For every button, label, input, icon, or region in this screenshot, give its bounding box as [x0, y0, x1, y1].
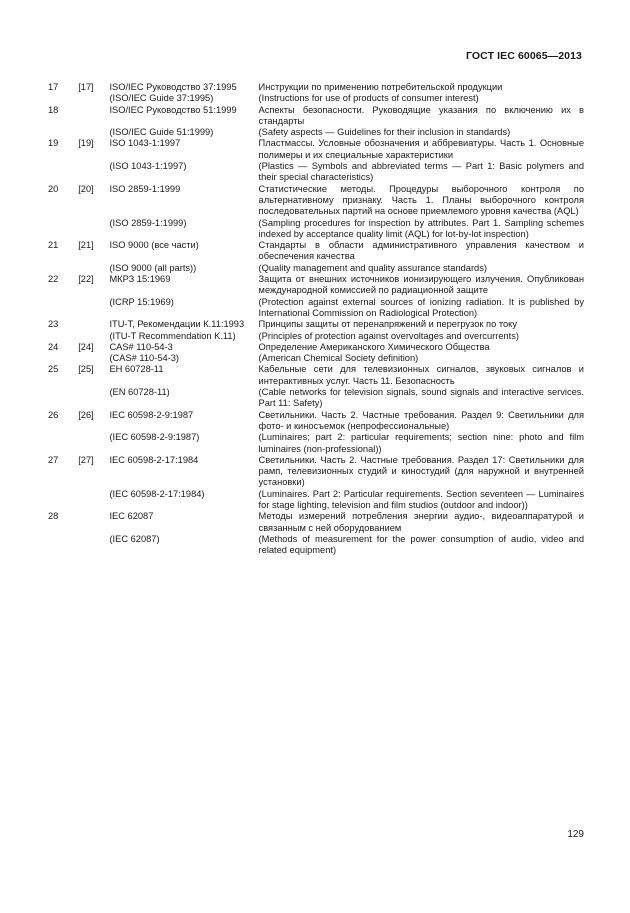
reference-row-translation [48, 534, 584, 557]
reference-row [48, 105, 584, 128]
reference-designation: (ISO 2859-1:1999) [109, 217, 187, 228]
reference-number: 24 [48, 341, 59, 352]
reference-number: 28 [48, 511, 59, 522]
bibliography-index [78, 353, 109, 364]
reference-title: Кабельные сети для телевизионных сигналов, звуковых сигналов и интерактивных услуг. Часть 11. Безопасность [258, 364, 584, 386]
reference-designation: (ITU-T Recommendation K.11) [109, 330, 236, 341]
reference-row-translation [48, 297, 584, 320]
bibliography-index [78, 218, 109, 241]
reference-number [48, 489, 78, 512]
bibliography-index [78, 331, 109, 342]
reference-title: Стандарты в области административного управления качеством и обеспечения качества [258, 240, 584, 262]
reference-title: (Luminaires; part 2: particular requirements; section nine: photo and film luminaires (non-professional)) [258, 432, 584, 454]
reference-row [48, 511, 584, 534]
reference-designation: (EN 60728-11) [109, 387, 170, 398]
reference-designation: EH 60728-11 [109, 364, 164, 375]
bibliography-index: [25] [78, 364, 94, 375]
reference-number: 22 [48, 274, 59, 285]
bibliography-body [48, 82, 584, 556]
reference-title: (Quality management and quality assurance standards) [258, 262, 487, 273]
reference-number [48, 263, 78, 274]
bibliography-index [78, 297, 109, 320]
reference-row-translation [48, 263, 584, 274]
reference-title: Статистические методы. Процедуры выборочного контроля по альтернативному признаку. Часть 1. Планы выборочного контроля последовательных партий на основе приемлемого уровня качества (AQL) [258, 183, 584, 217]
reference-row-translation [48, 93, 584, 104]
reference-designation: IEC 60598-2-9:1987 [109, 409, 194, 420]
bibliography-index: [19] [78, 138, 94, 149]
reference-title: (Safety aspects — Guidelines for their inclusion in standards) [258, 127, 511, 138]
reference-row [48, 364, 584, 387]
reference-designation: (ICRP 15:1969) [109, 296, 174, 307]
reference-number [48, 93, 78, 104]
reference-row [48, 274, 584, 297]
reference-number: 25 [48, 364, 59, 375]
bibliography-index: [20] [78, 183, 94, 194]
bibliography-index [78, 127, 109, 138]
reference-number: 26 [48, 409, 59, 420]
reference-designation: (IEC 62087) [109, 533, 160, 544]
reference-row-translation [48, 161, 584, 184]
reference-title: (Protection against external sources of ionizing radiation. It is published by International Commission on Radiological Protection) [258, 296, 584, 318]
reference-number: 19 [48, 138, 59, 149]
reference-row-translation [48, 127, 584, 138]
reference-designation: (ISO 1043-1:1997) [109, 161, 187, 172]
reference-number: 18 [48, 104, 59, 115]
reference-title: Определение Американского Химического Общества [258, 341, 490, 352]
bibliography-index [78, 319, 109, 330]
reference-row-translation [48, 353, 584, 364]
reference-designation: ISO/IEC Руководство 51:1999 [109, 104, 237, 115]
reference-number [48, 218, 78, 241]
reference-row-translation [48, 489, 584, 512]
reference-title: Инструкции по применению потребительской продукции [258, 82, 503, 92]
reference-number: 27 [48, 454, 59, 465]
reference-row [48, 410, 584, 433]
reference-designation: (ISO 9000 (all parts)) [109, 262, 197, 273]
reference-title: Светильники. Часть 2. Частные требования. Раздел 9: Светильники для фото- и киносъемок (непрофессиональные) [258, 409, 584, 431]
reference-title: (Plastics — Symbols and abbreviated terms — Part 1: Basic polymers and their special characteristics) [258, 161, 584, 183]
bibliography-index [78, 387, 109, 410]
reference-title: (Principles of protection against overvoltages and overcurrents) [258, 330, 519, 341]
bibliography-index: [27] [78, 454, 94, 465]
reference-designation: CAS# 110-54-3 [109, 341, 173, 352]
bibliography-table [48, 82, 584, 556]
reference-title: (American Chemical Society definition) [258, 353, 419, 364]
reference-title: (Sampling procedures for inspection by attributes. Part 1. Sampling schemes indexed by acceptance quality limit (AQL) for lot-by-lot inspection) [258, 217, 584, 239]
reference-title: (Methods of measurement for the power consumption of audio, video and related equipment) [258, 533, 584, 556]
reference-title: (Luminaires. Part 2: Particular requirements. Section seventeen — Luminaires for stage lighting, television and film studios (outdoor and indoor)) [258, 488, 584, 510]
bibliography-index [78, 161, 109, 184]
reference-row [48, 455, 584, 489]
reference-number: 23 [48, 319, 59, 330]
reference-number [48, 297, 78, 320]
bibliography-index [78, 511, 109, 534]
reference-row [48, 319, 584, 330]
reference-designation: ISO 2859-1:1999 [109, 183, 181, 194]
reference-title: Методы измерений потребления энергии аудио-, видеоаппаратурой и связанным с ней оборудованием [258, 511, 584, 533]
reference-designation: (ISO/IEC Guide 37:1995) [109, 93, 214, 104]
reference-number [48, 331, 78, 342]
reference-title: Светильники. Часть 2. Частные требования. Раздел 17: Светильники для рамп, телевизионных студий и киностудий (для наружной и внутренней установки) [258, 454, 584, 488]
bibliography-index: [24] [78, 341, 94, 352]
reference-designation: (IEC 60598-2-17:1984) [109, 488, 205, 499]
bibliography-index: [26] [78, 409, 94, 420]
bibliography-index: [22] [78, 274, 94, 285]
reference-number: 21 [48, 240, 59, 251]
reference-number [48, 432, 78, 455]
reference-title: Защита от внешних источников ионизирующего излучения. Опубликован международной комиссией по радиационной защите [258, 274, 584, 296]
reference-row-translation [48, 387, 584, 410]
reference-designation: ISO 9000 (все части) [109, 240, 199, 251]
reference-designation: ISO/IEC Руководство 37:1995 [109, 82, 237, 92]
bibliography-index [78, 263, 109, 274]
reference-row [48, 82, 584, 93]
reference-title: Принципы защиты от перенапряжений и перегрузок по току [258, 319, 517, 330]
bibliography-index [78, 93, 109, 104]
bibliography-index [78, 489, 109, 512]
reference-designation: (CAS# 110-54-3) [109, 353, 180, 364]
reference-designation: (IEC 60598-2-9:1987) [109, 432, 200, 443]
reference-number [48, 534, 78, 557]
reference-row-translation [48, 331, 584, 342]
bibliography-index: [21] [78, 240, 94, 251]
reference-designation: (ISO/IEC Guide 51:1999) [109, 127, 214, 138]
reference-designation: МКРЗ 15:1969 [109, 274, 171, 285]
reference-row [48, 138, 584, 161]
reference-row [48, 184, 584, 218]
reference-row [48, 240, 584, 263]
reference-title: Пластмассы. Условные обозначения и аббревиатуры. Часть 1. Основные полимеры и их специальные характеристики [258, 138, 584, 160]
reference-row-translation [48, 218, 584, 241]
reference-row [48, 342, 584, 353]
reference-designation: IEC 60598-2-17:1984 [109, 454, 199, 465]
reference-number [48, 353, 78, 364]
reference-title: (Instructions for use of products of consumer interest) [258, 93, 479, 104]
standard-code: ГОСТ IEC 60065—2013 [465, 50, 582, 62]
page-number: 129 [567, 829, 584, 840]
bibliography-index: [17] [78, 82, 94, 92]
reference-designation: IEC 62087 [109, 511, 154, 522]
reference-number: 20 [48, 183, 59, 194]
reference-number [48, 161, 78, 184]
reference-number [48, 387, 78, 410]
bibliography-index [78, 534, 109, 557]
reference-title: (Cable networks for television signals, sound signals and interactive services. Part 11: Safety) [258, 387, 584, 409]
reference-number: 17 [48, 82, 59, 92]
reference-title: Аспекты безопасности. Руководящие указания по включению их в стандарты [258, 104, 584, 126]
reference-row-translation [48, 432, 584, 455]
reference-number [48, 127, 78, 138]
bibliography-index [78, 432, 109, 455]
bibliography-index [78, 105, 109, 128]
reference-designation: ISO 1043-1:1997 [109, 138, 181, 149]
reference-designation: ITU-T, Рекомендации К.11:1993 [109, 319, 245, 330]
